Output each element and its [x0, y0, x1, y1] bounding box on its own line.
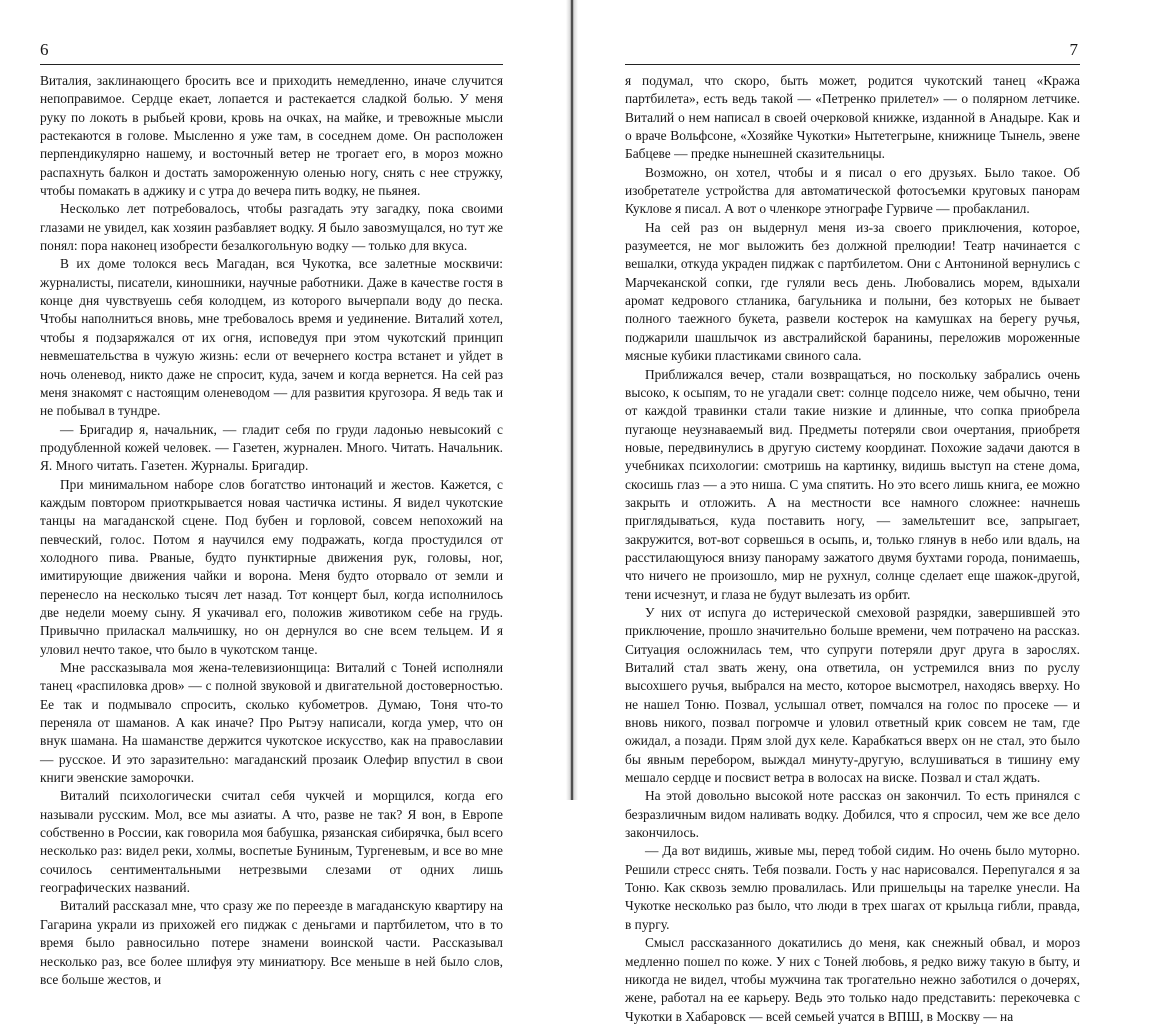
book-gutter: [566, 0, 578, 800]
left-page-header: [40, 40, 503, 65]
right-page: [578, 0, 1149, 1024]
paragraph: Приближался вечер, стали возвращаться, но поскольку забрались очень высоко, к осыпям, то не угадали свет: солнце подсело ниже, чем обычно, тени от каждой травинки стали такие низкие и длинные, что сопка приобрела пугающе неузнаваемый вид. Предметы потеряли свои очертания, приобретя новые, передвинулись в другую систему координат. Похожие задачи даются в учебниках психологии: смотришь на картинку, видишь выступ на стене дома, скосишь глаз — а это ниша. С ума спятить. Но это всего лишь книга, ее можно закрыть и отложить. А на местности все намного сложнее: начнешь приглядываться, куда поставить ногу, — замельтешит все, запрыгает, закружится, вот-вот сорвешься в осыпь, и, только глянув в небо или вдаль, на расстилающуюся внизу панораму зажатого двумя бухтами города, понимаешь, что ничего не произошло, мир не рухнул, солнце сделает еще шажок-другой, тени исчезнут, и глаза не будут вылезать из орбит.: [625, 366, 1080, 602]
paragraph: Возможно, он хотел, чтобы и я писал о его друзьях. Было такое. Об изобретателе устройства для автоматической фотосъемки круговых панорам Куклове я писал. А вот о членкоре этнографе Гурвиче — пробакланил.: [625, 164, 1080, 217]
paragraph: я подумал, что скоро, быть может, родится чукотский танец «Кража партбилета», есть ведь такой — «Петренко прилетел» — о полярном летчике. Виталий о нем написал в своей очерковой книжке, изданной в Анадыре. Как и о враче Вольфсоне, «Хозяйке Чукотки» Нытетегрыне, книжнице Тынель, эвене Бабцеве — предке нынешней сказительницы.: [625, 73, 1080, 162]
paragraph: В их доме толокся весь Магадан, вся Чукотка, все залетные москвичи: журналисты, писатели, киношники, научные работники. Даже в качестве гостя в конце дня чувствуешь себя колодцем, из которого вычерпали воду до песка. Чтобы наполниться вновь, мне требовалось время и уединение. Виталий хотел, чтобы я подзаряжался от их огня, исповедуя при этом чукотский принцип невмешательства в чужую жизнь: если от вечернего костра встанет и уйдет в ночь оленевод, никто даже не спросит, куда, зачем и когда вернется. На сей раз меня знакомят с настоящим оленеводом — для развития кругозора. Я ведь так и не побывал в тундре.: [40, 256, 503, 419]
right-page-header: [625, 40, 1080, 65]
left-page-number: 6: [40, 40, 49, 59]
paragraph: Несколько лет потребовалось, чтобы разгадать эту загадку, пока своими глазами не увидел, как хозяин разбавляет водку. Я было завозмущался, но тут же понял: пора наконец изобрести безалкогольную водку — только для вкуса.: [40, 201, 503, 254]
right-page-text: [625, 72, 1080, 1026]
paragraph: Виталий психологически считал себя чукчей и морщился, когда его называли русским. Мол, все мы азиаты. А что, разве не так? Я вон, в Европе собственно в России, как говорила моя бабушка, рязанская сибирячка, был всего несколько раз: видел реки, холмы, воспетые Буниным, Тургеневым, и все во мне сочилось сентиментальными нетрезвыми слезами от одних лишь географических названий.: [40, 788, 503, 896]
paragraph: — Бригадир я, начальник, — гладит себя по груди ладонью невысокий с продубленной кожей человек. — Газетен, журнален. Много. Читать. Начальник. Я. Много читать. Газетен. Журналы. Бригадир.: [40, 421, 503, 474]
paragraph: — Да вот видишь, живые мы, перед тобой сидим. Но очень было муторно. Решили стресс снять. Тебя позвали. Гость у нас нарисовался. Перепугался я за Тоню. Как сквозь землю провалилась. Или пришельцы на тарелке унесли. На Чукотке несколько раз было, что люди в трех шагах от крыльца гибли, правда, в пургу.: [625, 843, 1080, 932]
paragraph: Виталий рассказал мне, что сразу же по переезде в магаданскую квартиру на Гагарина украли из прихожей его пиджак с деньгами и партбилетом, что в то время было равносильно потере знамени воинской части. Рассказывал несколько раз, все более шлифуя эту миниатюру. Все меньше в ней было слов, все больше жестов, и: [40, 898, 503, 987]
left-page: [0, 0, 568, 987]
paragraph: Виталия, заклинающего бросить все и приходить немедленно, иначе случится непоправимое. Сердце екает, лопается и растекается сладкой болью. У меня руку по локоть в рыбьей крови, кровь на очках, на майке, и тревожные мысли растекаются в голове. Мысленно я уже там, в соседнем доме. Он расположен перпендикулярно нашему, и восточный ветер не трогает его, в мороз можно распахнуть балкон и достать замороженную оленью ногу, снять с нее стружку, чтобы помакать в аджику и с утра до вечера пить водку, не пьянея.: [40, 73, 503, 199]
left-page-text: [40, 72, 503, 989]
paragraph: При минимальном наборе слов богатство интонаций и жестов. Кажется, с каждым повтором приоткрывается новая частичка истины. Я видел чукотские танцы на магаданской сцене. Под бубен и горловой, совсем непохожий на певческий, голос. Потом я научился ему подражать, когда простудился от холодного пива. Рваные, будто пунктирные движения рук, головы, ног, имитирующие движения чайки и ворона. Меня будто оторвало от земли и перенесло на несколько тысяч лет назад. Тот концерт был, когда исполнилось две недели моему сыну. Я укачивал его, положив животиком себе на грудь. Привычно приласкал мальчишку, но он дернулся во сне всем тельцем. И я уловил нечто такое, что было в чукотском танце.: [40, 476, 503, 657]
paragraph: У них от испуга до истерической смеховой разрядки, завершившей это приключение, прошло значительно больше времени, чем потрачено на рассказ. Ситуация осложнилась тем, что супруги потеряли друг друга в зарослях. Виталий стал звать жену, она ответила, он устремился вниз по руслу высохшего ручья, выбрался на место, которое высмотрел, находясь вверху. Но не нашел Тоню. Позвал, услышал ответ, помчался на голос по просеке — и вновь никого, позвал погромче и уловил ответный крик совсем не там, где ожидал, а позади. Прям злой дух келе. Карабкаться вверх он не стал, это было бы явным перебором, выждал минуту-другую, вслушиваться в тишину ему мешало сердце и посвист ветра в волосах на виске. Позвал и стал ждать.: [625, 604, 1080, 786]
paragraph: Смысл рассказанного докатились до меня, как снежный обвал, и мороз медленно пошел по коже. У них с Тоней любовь, я редко вижу такую в быту, и никогда не видел, чтобы мужчина так трогательно нежно заботился о дочерях, жене, работал на ее карьеру. Ведь это только надо представить: перекочевка с Чукотки в Хабаровск — всей семьей учатся в ВПШ, в Москву — на: [625, 935, 1080, 1024]
paragraph: Мне рассказывала моя жена-телевизионщица: Виталий с Тоней исполняли танец «распиловка дров» — с полной звуковой и двигательной достоверностью. Ее так и подмывало спросить, сколько кубометров. Думаю, Тоня что-то переняла от шаманов. А как иначе? Про Рытэу написали, когда умер, что он внук шамана. На шаманстве держится чукотское искусство, как на православии — русское. И это заразительно: магаданский прозаик Олефир впустил в свои книги эвенские заморочки.: [40, 660, 503, 786]
right-page-number: 7: [1069, 40, 1078, 59]
paragraph: На сей раз он выдернул меня из-за своего приключения, которое, разумеется, не мог выложить без должной прелюдии! Театр начинается с вешалки, откуда украден пиджак с партбилетом. Они с Антониной вернулись с Марчеканской сопки, где гуляли весь день. Любовались морем, вдыхали аромат кедрового стланика, багульника и полыни, без которых не бывает полного таежного букета, развели костерок на камушках на берегу ручья, поджарили шашлычок из австралийской баранины, переложив мороженные мясные кубики пластиками свиного сала.: [625, 219, 1080, 364]
paragraph: На этой довольно высокой ноте рассказ он закончил. То есть принялся с безразличным видом наливать водку. Добился, что я спросил, чем же все дело закончилось.: [625, 788, 1080, 841]
